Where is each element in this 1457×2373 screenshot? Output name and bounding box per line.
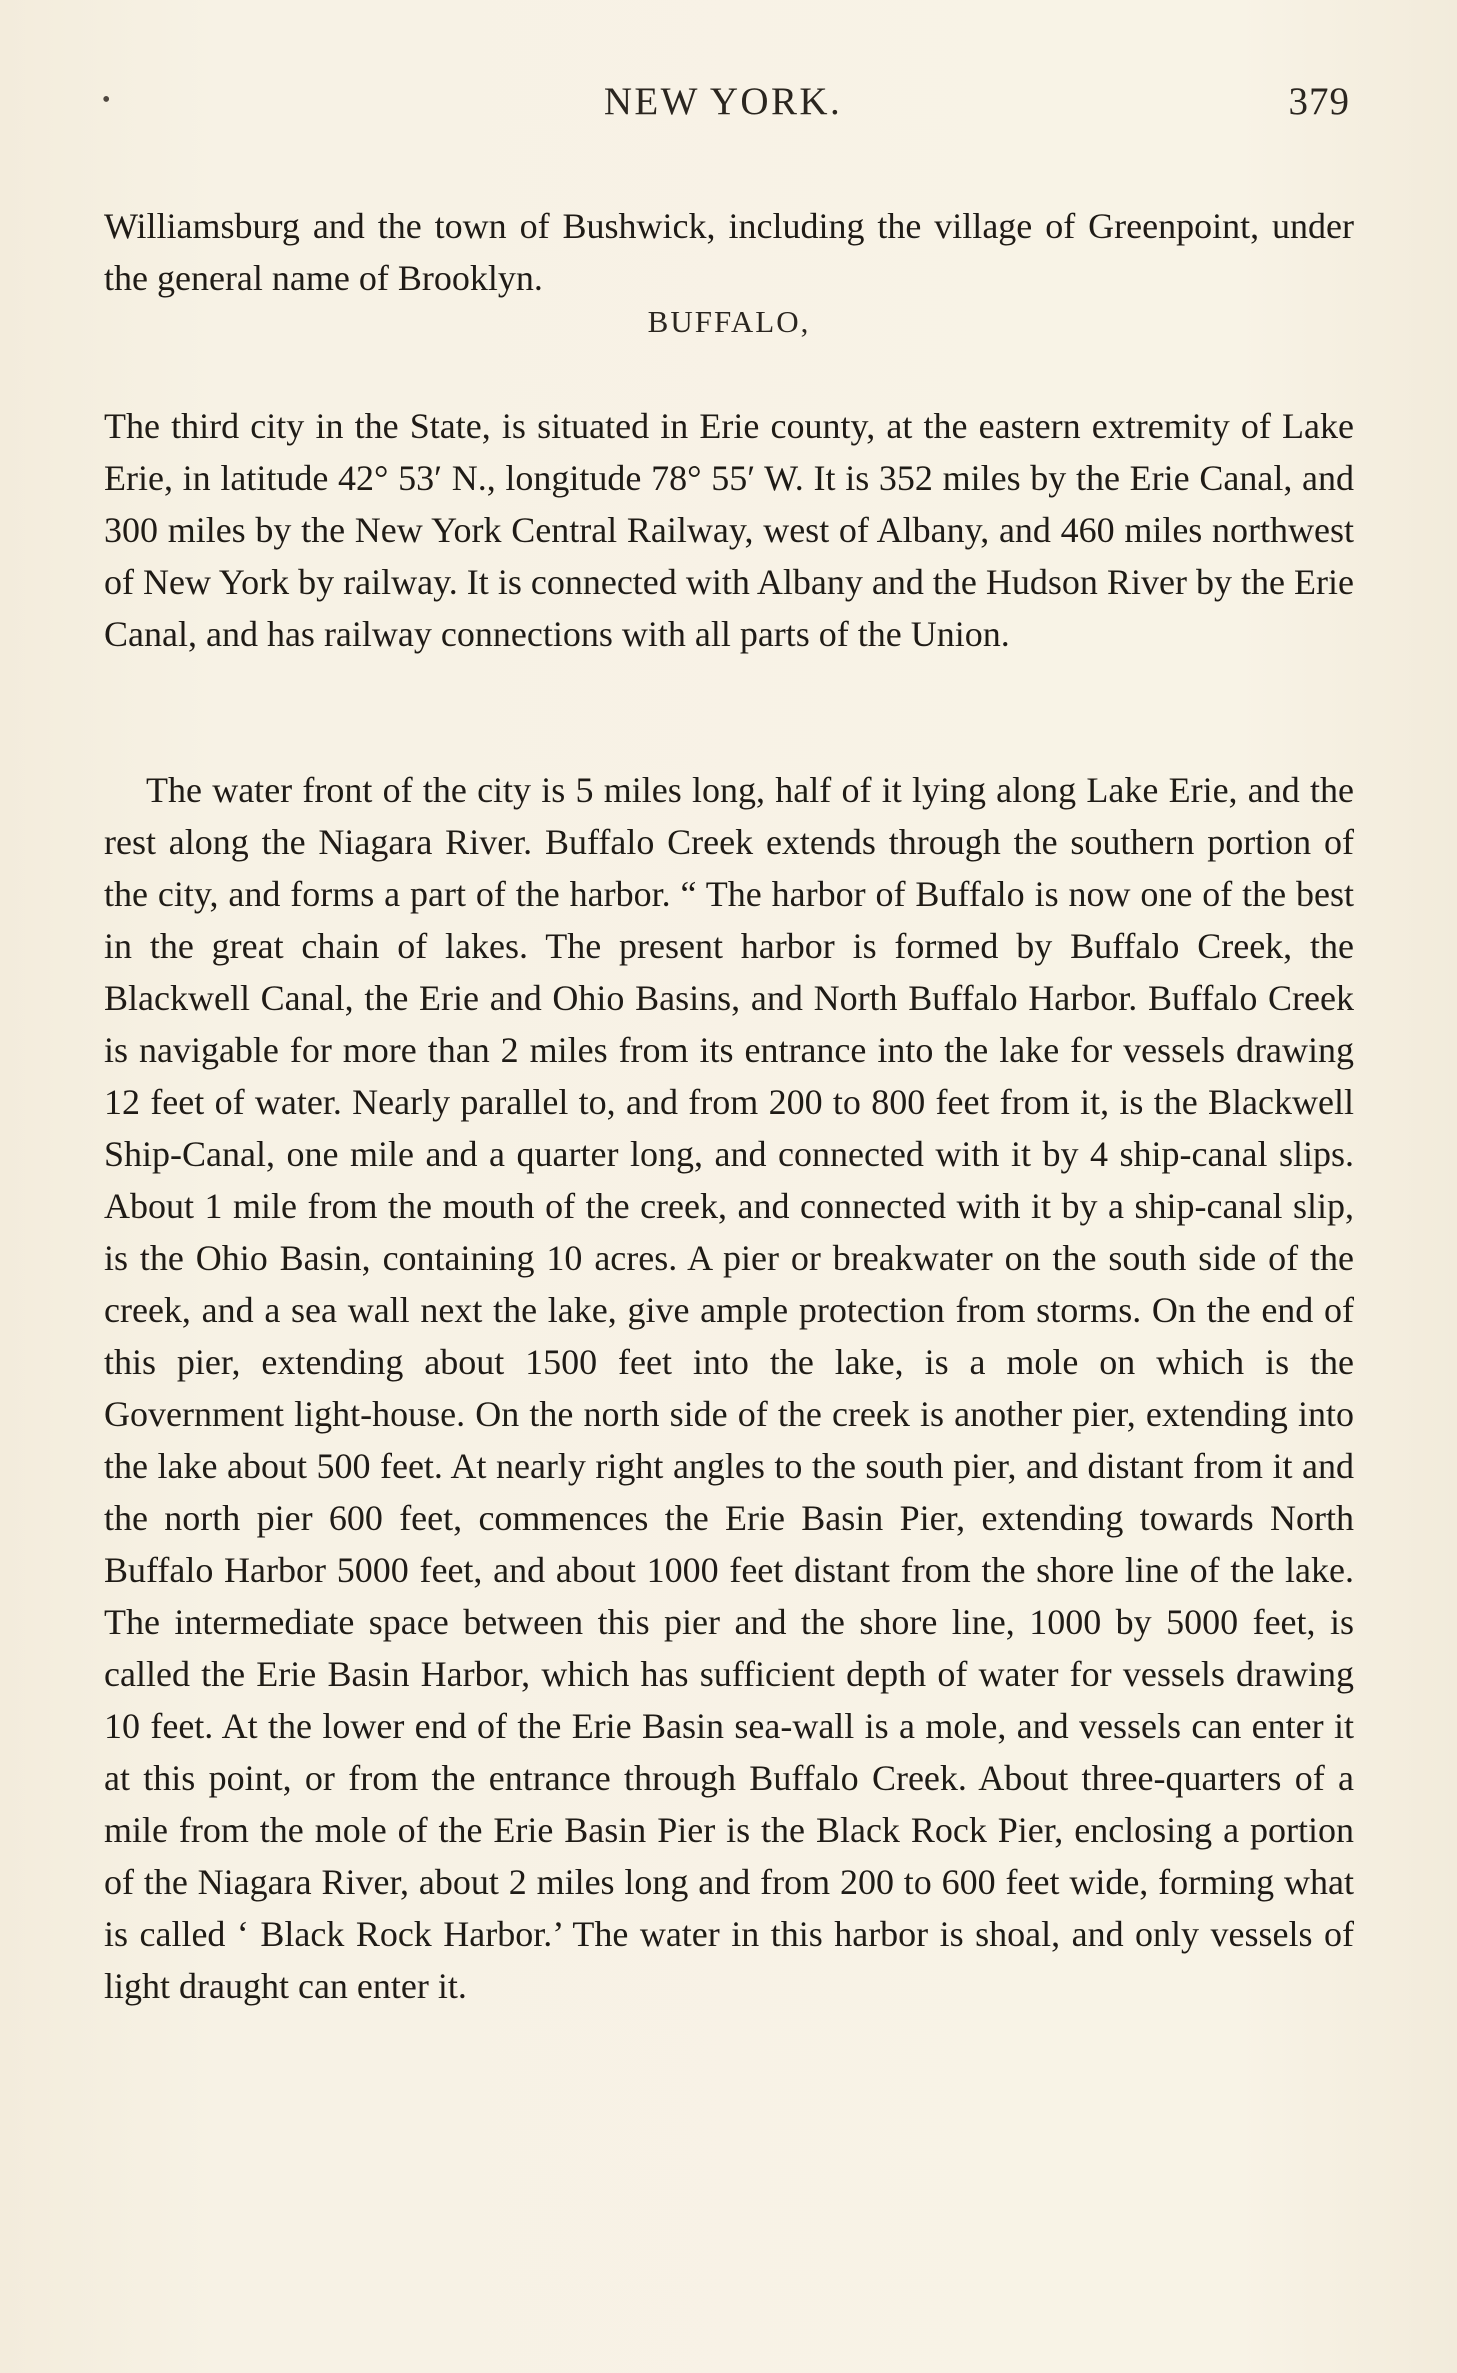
paragraph-brooklyn: Williamsburg and the town of Bushwick, including the village of Greenpoint, under the general name of Brooklyn. bbox=[104, 206, 1354, 298]
header-marker: • bbox=[102, 87, 111, 113]
section-heading: BUFFALO, bbox=[647, 304, 811, 339]
paragraph-buffalo-harbor: The water front of the city is 5 miles long, half of it lying along Lake Erie, and the rest along the Niagara River. Buffalo Creek extends through the southern portion of the city, and forms a part of the harbor. “ The harbor of Buffalo is now one of the best in the great chain of lakes. The present harbor is formed by Buffalo Creek, the Blackwell Canal, the Erie and Ohio Basins, and North Buffalo Harbor. Buffalo Creek is navigable for more than 2 miles from its entrance into the lake for vessels drawing 12 feet of water. Nearly parallel to, and from 200 to 800 feet from it, is the Blackwell Ship-Canal, one mile and a quarter long, and connected with it by 4 ship-canal slips. About 1 mile from the mouth of the creek, and connected with it by a ship-canal slip, is the Ohio Basin, containing 10 acres. A pier or breakwater on the south side of the creek, and a sea wall next the lake, give ample protection from storms. On the end of this pier, extending about 1500 feet into the lake, is a mole on which is the Government light-house. On the north side of the creek is another pier, extending into the lake about 500 feet. At nearly right angles to the south pier, and distant from it and the north pier 600 feet, commences the Erie Basin Pier, extending towards North Buffalo Harbor 5000 feet, and about 1000 feet distant from the shore line of the lake. The intermediate space between this pier and the shore line, 1000 by 5000 feet, is called the Erie Basin Harbor, which has sufficient depth of water for vessels drawing 10 feet. At the lower end of the Erie Basin sea-wall is a mole, and vessels can enter it at this point, or from the entrance through Buffalo Creek. About three-quarters of a mile from the mole of the Erie Basin Pier is the Black Rock Pier, enclosing a portion of the Niagara River, about 2 miles long and from 200 to 600 feet wide, forming what is called ‘ Black Rock Harbor.’ The water in this harbor is shoal, and only vessels of light draught can enter it. bbox=[104, 770, 1354, 2006]
page-header bbox=[96, 76, 1350, 128]
paragraph-buffalo-location: The third city in the State, is situated in Erie county, at the eastern extremity of Lake Erie, in latitude 42° 53′ N., longitude 78° 55′ W. It is 352 miles by the Erie Canal, and 300 miles by the New York Central Railway, west of Albany, and 460 miles northwest of New York by railway. It is connected with Albany and the Hudson River by the Erie Canal, and has railway connections with all parts of the Union. bbox=[104, 406, 1354, 654]
running-title: NEW YORK. bbox=[603, 80, 843, 123]
page-number: 379 bbox=[1288, 80, 1350, 123]
